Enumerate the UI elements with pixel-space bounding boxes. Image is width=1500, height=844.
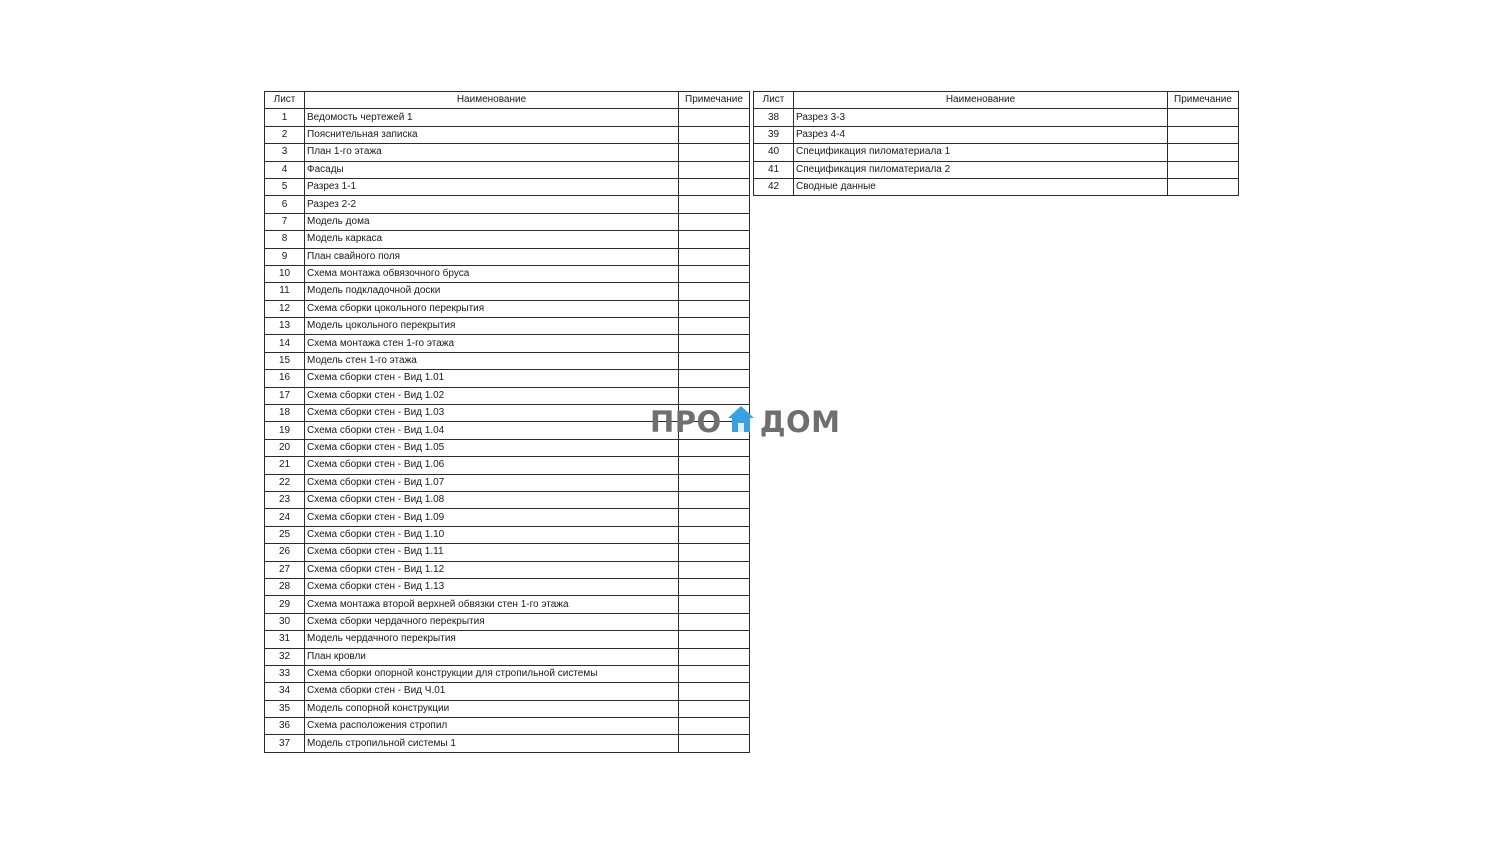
sheet-name: Пояснительная записка	[305, 126, 679, 143]
sheet-name: Фасады	[305, 161, 679, 178]
sheet-number: 30	[265, 613, 305, 630]
sheet-name: Схема сборки стен - Вид 1.09	[305, 509, 679, 526]
sheet-number: 41	[754, 161, 794, 178]
table-row	[265, 613, 750, 630]
table-row	[754, 144, 1239, 161]
sheet-name: Схема сборки стен - Вид 1.06	[305, 457, 679, 474]
sheet-number: 1	[265, 109, 305, 126]
sheet-name: Разрез 2-2	[305, 196, 679, 213]
sheet-name: Схема сборки стен - Вид 1.13	[305, 578, 679, 595]
sheet-note	[679, 491, 750, 508]
sheet-name: Схема сборки чердачного перекрытия	[305, 613, 679, 630]
table-row	[265, 248, 750, 265]
table-row	[265, 265, 750, 282]
sheet-note	[679, 213, 750, 230]
sheet-name: Модель подкладочной доски	[305, 283, 679, 300]
table-row	[265, 544, 750, 561]
sheet-number: 23	[265, 491, 305, 508]
watermark-logo	[650, 402, 841, 442]
sheet-number: 15	[265, 352, 305, 369]
sheet-number: 10	[265, 265, 305, 282]
table-row	[265, 196, 750, 213]
table-row	[265, 631, 750, 648]
sheet-note	[1168, 109, 1239, 126]
sheet-note	[679, 178, 750, 195]
sheet-number: 18	[265, 405, 305, 422]
sheet-name: Разрез 1-1	[305, 178, 679, 195]
sheet-note	[679, 544, 750, 561]
sheet-note	[679, 700, 750, 717]
sheet-name: Модель цокольного перекрытия	[305, 318, 679, 335]
table-row	[265, 718, 750, 735]
sheet-number: 21	[265, 457, 305, 474]
table-row	[265, 561, 750, 578]
table-row	[265, 457, 750, 474]
sheet-note	[1168, 178, 1239, 195]
table-row	[265, 370, 750, 387]
sheet-name: Разрез 4-4	[794, 126, 1168, 143]
sheet-name: Схема сборки стен - Вид 1.08	[305, 491, 679, 508]
watermark-text-right: ДОМ	[759, 405, 841, 439]
sheet-name: Схема сборки опорной конструкции для стропильной системы	[305, 665, 679, 682]
sheet-name: Спецификация пиломатериала 2	[794, 161, 1168, 178]
sheet-number: 37	[265, 735, 305, 752]
sheet-note	[679, 631, 750, 648]
sheet-note	[679, 526, 750, 543]
sheet-note	[679, 231, 750, 248]
sheet-name: План свайного поля	[305, 248, 679, 265]
sheet-name: Схема монтажа стен 1-го этажа	[305, 335, 679, 352]
table-row	[754, 161, 1239, 178]
sheet-note	[679, 735, 750, 752]
table-header-row	[754, 92, 1239, 109]
table-row	[265, 474, 750, 491]
drawings-table-right	[753, 91, 1239, 196]
sheet-name: Схема сборки стен - Вид 1.02	[305, 387, 679, 404]
sheet-name: План 1-го этажа	[305, 144, 679, 161]
sheet-name: Схема расположения стропил	[305, 718, 679, 735]
sheet-number: 11	[265, 283, 305, 300]
table-row	[265, 335, 750, 352]
sheet-number: 34	[265, 683, 305, 700]
sheet-note	[1168, 126, 1239, 143]
sheet-name: Схема сборки стен - Вид 1.12	[305, 561, 679, 578]
sheet-name: Модель чердачного перекрытия	[305, 631, 679, 648]
sheet-number: 28	[265, 578, 305, 595]
sheet-number: 8	[265, 231, 305, 248]
header-name: Наименование	[305, 92, 679, 109]
sheet-note	[679, 509, 750, 526]
sheet-note	[679, 248, 750, 265]
sheet-note	[679, 665, 750, 682]
sheet-note	[679, 144, 750, 161]
sheet-note	[679, 683, 750, 700]
sheet-note	[679, 335, 750, 352]
watermark-text-left: ПРО	[650, 405, 722, 439]
sheet-note	[679, 318, 750, 335]
sheet-number: 39	[754, 126, 794, 143]
sheet-number: 29	[265, 596, 305, 613]
sheet-number: 26	[265, 544, 305, 561]
sheet-number: 22	[265, 474, 305, 491]
house-icon	[726, 404, 756, 440]
header-sheet: Лист	[754, 92, 794, 109]
table-row	[265, 526, 750, 543]
table-row	[265, 213, 750, 230]
table-row	[265, 735, 750, 752]
sheet-note	[679, 457, 750, 474]
table-row	[265, 578, 750, 595]
sheet-note	[679, 300, 750, 317]
sheet-name: Ведомость чертежей 1	[305, 109, 679, 126]
table-row	[265, 231, 750, 248]
table-row	[265, 648, 750, 665]
sheet-note	[679, 352, 750, 369]
sheet-number: 20	[265, 439, 305, 456]
sheet-number: 4	[265, 161, 305, 178]
sheet-number: 7	[265, 213, 305, 230]
sheet-number: 6	[265, 196, 305, 213]
table-row	[754, 126, 1239, 143]
table-row	[265, 283, 750, 300]
sheet-name: План кровли	[305, 648, 679, 665]
sheet-name: Схема монтажа второй верхней обвязки стен 1-го этажа	[305, 596, 679, 613]
sheet-number: 2	[265, 126, 305, 143]
header-note: Примечание	[1168, 92, 1239, 109]
sheet-name: Схема сборки стен - Вид 1.01	[305, 370, 679, 387]
header-name: Наименование	[794, 92, 1168, 109]
sheet-note	[679, 265, 750, 282]
sheet-name: Модель стропильной системы 1	[305, 735, 679, 752]
sheet-number: 24	[265, 509, 305, 526]
table-row	[265, 144, 750, 161]
sheet-number: 3	[265, 144, 305, 161]
sheet-note	[679, 196, 750, 213]
table-header-row	[265, 92, 750, 109]
sheet-number: 31	[265, 631, 305, 648]
table-row	[754, 109, 1239, 126]
sheet-number: 13	[265, 318, 305, 335]
sheet-number: 19	[265, 422, 305, 439]
sheet-name: Схема монтажа обвязочного бруса	[305, 265, 679, 282]
table-row	[265, 596, 750, 613]
sheet-number: 35	[265, 700, 305, 717]
sheet-number: 32	[265, 648, 305, 665]
sheet-note	[679, 126, 750, 143]
sheet-name: Схема сборки стен - Вид 1.11	[305, 544, 679, 561]
sheet-note	[1168, 144, 1239, 161]
sheet-note	[679, 561, 750, 578]
header-note: Примечание	[679, 92, 750, 109]
sheet-number: 33	[265, 665, 305, 682]
table-row	[265, 161, 750, 178]
sheet-note	[679, 474, 750, 491]
sheet-name: Схема сборки стен - Вид 1.05	[305, 439, 679, 456]
sheet-name: Спецификация пиломатериала 1	[794, 144, 1168, 161]
table-row	[265, 491, 750, 508]
sheet-name: Разрез 3-3	[794, 109, 1168, 126]
sheet-number: 36	[265, 718, 305, 735]
sheet-number: 25	[265, 526, 305, 543]
sheet-number: 12	[265, 300, 305, 317]
sheet-name: Схема сборки стен - Вид 1.04	[305, 422, 679, 439]
sheet-name: Модель сопорной конструкции	[305, 700, 679, 717]
sheet-note	[679, 613, 750, 630]
sheet-number: 38	[754, 109, 794, 126]
sheet-number: 42	[754, 178, 794, 195]
sheet-note	[679, 161, 750, 178]
table-row	[265, 318, 750, 335]
sheet-note	[679, 578, 750, 595]
sheet-number: 16	[265, 370, 305, 387]
table-row	[265, 352, 750, 369]
sheet-note	[1168, 161, 1239, 178]
sheet-name: Модель каркаса	[305, 231, 679, 248]
sheet-number: 40	[754, 144, 794, 161]
sheet-number: 5	[265, 178, 305, 195]
sheet-note	[679, 370, 750, 387]
sheet-name: Модель дома	[305, 213, 679, 230]
table-row	[265, 178, 750, 195]
sheet-name: Схема сборки стен - Вид 1.07	[305, 474, 679, 491]
table-row	[265, 700, 750, 717]
header-sheet: Лист	[265, 92, 305, 109]
sheet-note	[679, 283, 750, 300]
sheet-note	[679, 596, 750, 613]
table-row	[265, 665, 750, 682]
table-row	[754, 178, 1239, 195]
sheet-name: Сводные данные	[794, 178, 1168, 195]
sheet-name: Модель стен 1-го этажа	[305, 352, 679, 369]
sheet-number: 9	[265, 248, 305, 265]
table-row	[265, 126, 750, 143]
sheet-note	[679, 718, 750, 735]
sheet-name: Схема сборки стен - Вид 1.03	[305, 405, 679, 422]
table-row	[265, 109, 750, 126]
sheet-note	[679, 109, 750, 126]
sheet-number: 27	[265, 561, 305, 578]
sheet-number: 14	[265, 335, 305, 352]
sheet-name: Схема сборки стен - Вид Ч.01	[305, 683, 679, 700]
sheet-number: 17	[265, 387, 305, 404]
sheet-name: Схема сборки цокольного перекрытия	[305, 300, 679, 317]
table-row	[265, 509, 750, 526]
table-row	[265, 683, 750, 700]
sheet-name: Схема сборки стен - Вид 1.10	[305, 526, 679, 543]
table-row	[265, 300, 750, 317]
sheet-note	[679, 648, 750, 665]
